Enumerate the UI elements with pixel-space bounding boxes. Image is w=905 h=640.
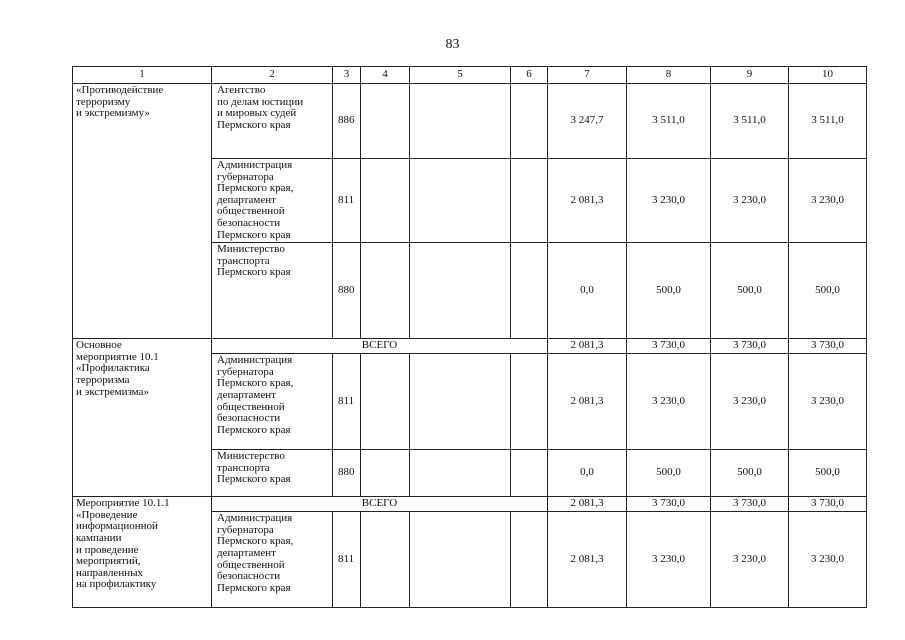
executor-cell: Администрация губернатора Пермского края, департамент общественной безопасности Пермского края [212,159,333,243]
value-col7: 2 081,3 [548,512,627,608]
col6-cell [511,354,548,450]
code-cell: 811 [333,354,361,450]
value-col9: 3 230,0 [711,159,789,243]
value-col10: 3 230,0 [789,354,867,450]
value-col7: 3 247,7 [548,84,627,159]
col5-cell [410,354,511,450]
header-cell-9: 9 [711,67,789,84]
value-col9: 3 511,0 [711,84,789,159]
value-col7: 0,0 [548,243,627,339]
code-cell: 880 [333,450,361,497]
col6-cell [511,450,548,497]
value-col9: 500,0 [711,450,789,497]
col4-cell [361,512,410,608]
executor-cell: Администрация губернатора Пермского края, департамент общественной безопасности Пермского края [212,354,333,450]
value-col10: 500,0 [789,450,867,497]
col5-cell [410,450,511,497]
code-cell: 880 [333,243,361,339]
col5-cell [410,84,511,159]
code-cell: 886 [333,84,361,159]
activity-name: «Противодействие терроризму и экстремизму» [73,84,212,339]
header-cell-8: 8 [627,67,711,84]
value-col8: 3 230,0 [627,512,711,608]
total-value-10: 3 730,0 [789,497,867,512]
header-cell-7: 7 [548,67,627,84]
executor-cell: Министерство транспорта Пермского края [212,450,333,497]
header-cell-4: 4 [361,67,410,84]
value-col10: 3 230,0 [789,159,867,243]
col4-cell [361,354,410,450]
header-cell-5: 5 [410,67,511,84]
col6-cell [511,84,548,159]
header-cell-1: 1 [73,67,212,84]
value-col8: 500,0 [627,243,711,339]
value-col7: 2 081,3 [548,354,627,450]
total-value-9: 3 730,0 [711,497,789,512]
executor-cell: Администрация губернатора Пермского края, департамент общественной безопасности Пермского края [212,512,333,608]
activity-name: Мероприятие 10.1.1 «Проведение информационной кампании и проведение мероприятий, направленных на профилактику [73,497,212,608]
value-col9: 500,0 [711,243,789,339]
total-value-7: 2 081,3 [548,339,627,354]
total-value-8: 3 730,0 [627,339,711,354]
value-col9: 3 230,0 [711,512,789,608]
executor-cell: Министерство транспорта Пермского края [212,243,333,339]
value-col10: 3 511,0 [789,84,867,159]
total-value-7: 2 081,3 [548,497,627,512]
col5-cell [410,512,511,608]
total-value-9: 3 730,0 [711,339,789,354]
value-col8: 3 511,0 [627,84,711,159]
value-col8: 500,0 [627,450,711,497]
total-value-8: 3 730,0 [627,497,711,512]
budget-table [72,66,867,608]
table-row [73,84,867,159]
total-label: ВСЕГО [212,497,548,512]
total-row [73,339,867,354]
header-cell-6: 6 [511,67,548,84]
value-col7: 2 081,3 [548,159,627,243]
col5-cell [410,243,511,339]
header-cell-2: 2 [212,67,333,84]
page-number: 83 [445,37,460,52]
executor-cell: Агентство по делам юстиции и мировых судей Пермского края [212,84,333,159]
value-col9: 3 230,0 [711,354,789,450]
col6-cell [511,512,548,608]
col4-cell [361,159,410,243]
value-col10: 3 230,0 [789,512,867,608]
value-col8: 3 230,0 [627,354,711,450]
col6-cell [511,243,548,339]
value-col10: 500,0 [789,243,867,339]
header-cell-3: 3 [333,67,361,84]
col6-cell [511,159,548,243]
value-col8: 3 230,0 [627,159,711,243]
col5-cell [410,159,511,243]
code-cell: 811 [333,512,361,608]
total-label: ВСЕГО [212,339,548,354]
col4-cell [361,450,410,497]
header-cell-10: 10 [789,67,867,84]
header-row [73,67,867,84]
col4-cell [361,243,410,339]
activity-name: Основное мероприятие 10.1 «Профилактика терроризма и экстремизма» [73,339,212,497]
value-col7: 0,0 [548,450,627,497]
total-value-10: 3 730,0 [789,339,867,354]
total-row [73,497,867,512]
table-body [73,67,867,608]
code-cell: 811 [333,159,361,243]
col4-cell [361,84,410,159]
